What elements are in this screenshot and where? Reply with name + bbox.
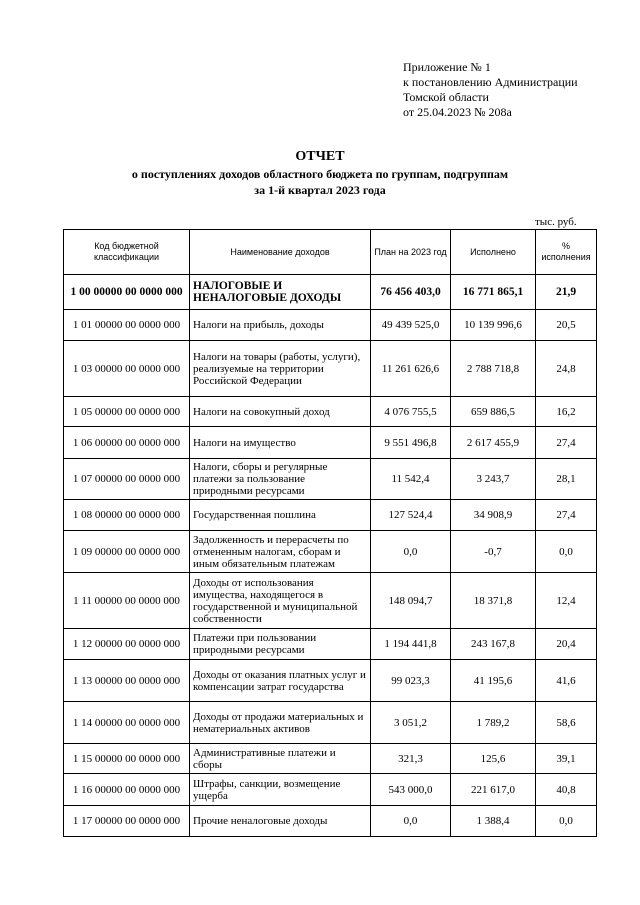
cell-percent: 0,0: [536, 806, 597, 837]
cell-done: 41 195,6: [451, 660, 536, 702]
cell-code: 1 16 00000 00 0000 000: [64, 774, 190, 806]
table-row: [64, 397, 597, 427]
cell-code: 1 00 00000 00 0000 000: [64, 275, 190, 310]
cell-code: 1 17 00000 00 0000 000: [64, 806, 190, 837]
header-code: Код бюджетной классификации: [64, 230, 190, 275]
header-plan: План на 2023 год: [371, 230, 451, 275]
header-percent: % исполнения: [536, 230, 597, 275]
cell-percent: 21,9: [536, 275, 597, 310]
units-label: тыс. руб.: [535, 216, 577, 228]
appendix-note: [403, 60, 635, 120]
cell-done: 2 617 455,9: [451, 427, 536, 459]
cell-name: Доходы от оказания платных услуг и компенсации затрат государства: [190, 660, 371, 702]
cell-plan: 1 194 441,8: [371, 629, 451, 660]
cell-code: 1 05 00000 00 0000 000: [64, 397, 190, 427]
cell-plan: 0,0: [371, 531, 451, 573]
cell-done: 34 908,9: [451, 500, 536, 531]
cell-percent: 27,4: [536, 500, 597, 531]
cell-percent: 58,6: [536, 702, 597, 744]
table-row: [64, 427, 597, 459]
cell-percent: 12,4: [536, 573, 597, 629]
cell-plan: 0,0: [371, 806, 451, 837]
table-row: [64, 531, 597, 573]
appendix-line: от 25.04.2023 № 208а: [403, 105, 512, 119]
cell-done: 659 886,5: [451, 397, 536, 427]
table-row: [64, 744, 597, 774]
title-period: за 1-й квартал 2023 года: [254, 183, 386, 197]
cell-name: Штрафы, санкции, возмещение ущерба: [190, 774, 371, 806]
appendix-line: Приложение № 1: [403, 60, 491, 74]
title-subtitle: о поступлениях доходов областного бюджета по группам, подгруппам: [131, 167, 509, 181]
cell-done: 10 139 996,6: [451, 310, 536, 341]
cell-name: Платежи при пользовании природными ресурсами: [190, 629, 371, 660]
cell-name: Административные платежи и сборы: [190, 744, 371, 774]
report-title: [40, 148, 600, 198]
cell-percent: 24,8: [536, 341, 597, 397]
cell-name: Налоги на прибыль, доходы: [190, 310, 371, 341]
cell-code: 1 01 00000 00 0000 000: [64, 310, 190, 341]
cell-percent: 0,0: [536, 531, 597, 573]
cell-plan: 11 542,4: [371, 459, 451, 500]
table-row: [64, 310, 597, 341]
table-row: [64, 629, 597, 660]
cell-code: 1 12 00000 00 0000 000: [64, 629, 190, 660]
cell-plan: 11 261 626,6: [371, 341, 451, 397]
appendix-line: Томской области: [403, 90, 489, 104]
cell-plan: 321,3: [371, 744, 451, 774]
table-row: [64, 702, 597, 744]
table-row: [64, 660, 597, 702]
cell-percent: 20,4: [536, 629, 597, 660]
cell-code: 1 09 00000 00 0000 000: [64, 531, 190, 573]
cell-percent: 40,8: [536, 774, 597, 806]
cell-name: Государственная пошлина: [190, 500, 371, 531]
cell-done: 18 371,8: [451, 573, 536, 629]
cell-done: 16 771 865,1: [451, 275, 536, 310]
cell-name: Налоги, сборы и регулярные платежи за пользование природными ресурсами: [190, 459, 371, 500]
header-name: Наименование доходов: [190, 230, 371, 275]
table-row: [64, 806, 597, 837]
cell-done: 1 789,2: [451, 702, 536, 744]
cell-name: Доходы от использования имущества, находящегося в государственной и муниципальной собственности: [190, 573, 371, 629]
cell-code: 1 15 00000 00 0000 000: [64, 744, 190, 774]
cell-percent: 16,2: [536, 397, 597, 427]
cell-plan: 76 456 403,0: [371, 275, 451, 310]
cell-code: 1 06 00000 00 0000 000: [64, 427, 190, 459]
cell-percent: 28,1: [536, 459, 597, 500]
cell-plan: 127 524,4: [371, 500, 451, 531]
cell-code: 1 13 00000 00 0000 000: [64, 660, 190, 702]
table-row: [64, 500, 597, 531]
cell-done: 1 388,4: [451, 806, 536, 837]
table-row: [64, 459, 597, 500]
cell-name: Задолженность и перерасчеты по отмененным налогам, сборам и иным обязательным платежам: [190, 531, 371, 573]
cell-percent: 27,4: [536, 427, 597, 459]
title-main: ОТЧЕТ: [295, 149, 345, 164]
income-report-table: [63, 229, 597, 837]
table-row: [64, 573, 597, 629]
cell-plan: 49 439 525,0: [371, 310, 451, 341]
cell-name: Налоги на имущество: [190, 427, 371, 459]
cell-done: -0,7: [451, 531, 536, 573]
cell-plan: 543 000,0: [371, 774, 451, 806]
cell-name: Налоги на совокупный доход: [190, 397, 371, 427]
cell-done: 3 243,7: [451, 459, 536, 500]
cell-done: 2 788 718,8: [451, 341, 536, 397]
cell-done: 221 617,0: [451, 774, 536, 806]
cell-name: Налоги на товары (работы, услуги), реализуемые на территории Российской Федерации: [190, 341, 371, 397]
appendix-line: к постановлению Администрации: [403, 75, 578, 89]
cell-percent: 20,5: [536, 310, 597, 341]
cell-plan: 3 051,2: [371, 702, 451, 744]
cell-name: Прочие неналоговые доходы: [190, 806, 371, 837]
table-row: [64, 774, 597, 806]
cell-code: 1 03 00000 00 0000 000: [64, 341, 190, 397]
table-header-row: [64, 230, 597, 275]
cell-done: 243 167,8: [451, 629, 536, 660]
table-row: [64, 341, 597, 397]
cell-code: 1 07 00000 00 0000 000: [64, 459, 190, 500]
cell-code: 1 14 00000 00 0000 000: [64, 702, 190, 744]
cell-plan: 4 076 755,5: [371, 397, 451, 427]
cell-code: 1 08 00000 00 0000 000: [64, 500, 190, 531]
cell-plan: 99 023,3: [371, 660, 451, 702]
cell-percent: 39,1: [536, 744, 597, 774]
cell-code: 1 11 00000 00 0000 000: [64, 573, 190, 629]
header-done: Исполнено: [451, 230, 536, 275]
cell-name: Доходы от продажи материальных и нематериальных активов: [190, 702, 371, 744]
table-row-total: [64, 275, 597, 310]
cell-plan: 148 094,7: [371, 573, 451, 629]
cell-percent: 41,6: [536, 660, 597, 702]
cell-plan: 9 551 496,8: [371, 427, 451, 459]
cell-name: НАЛОГОВЫЕ И НЕНАЛОГОВЫЕ ДОХОДЫ: [190, 275, 371, 310]
cell-done: 125,6: [451, 744, 536, 774]
